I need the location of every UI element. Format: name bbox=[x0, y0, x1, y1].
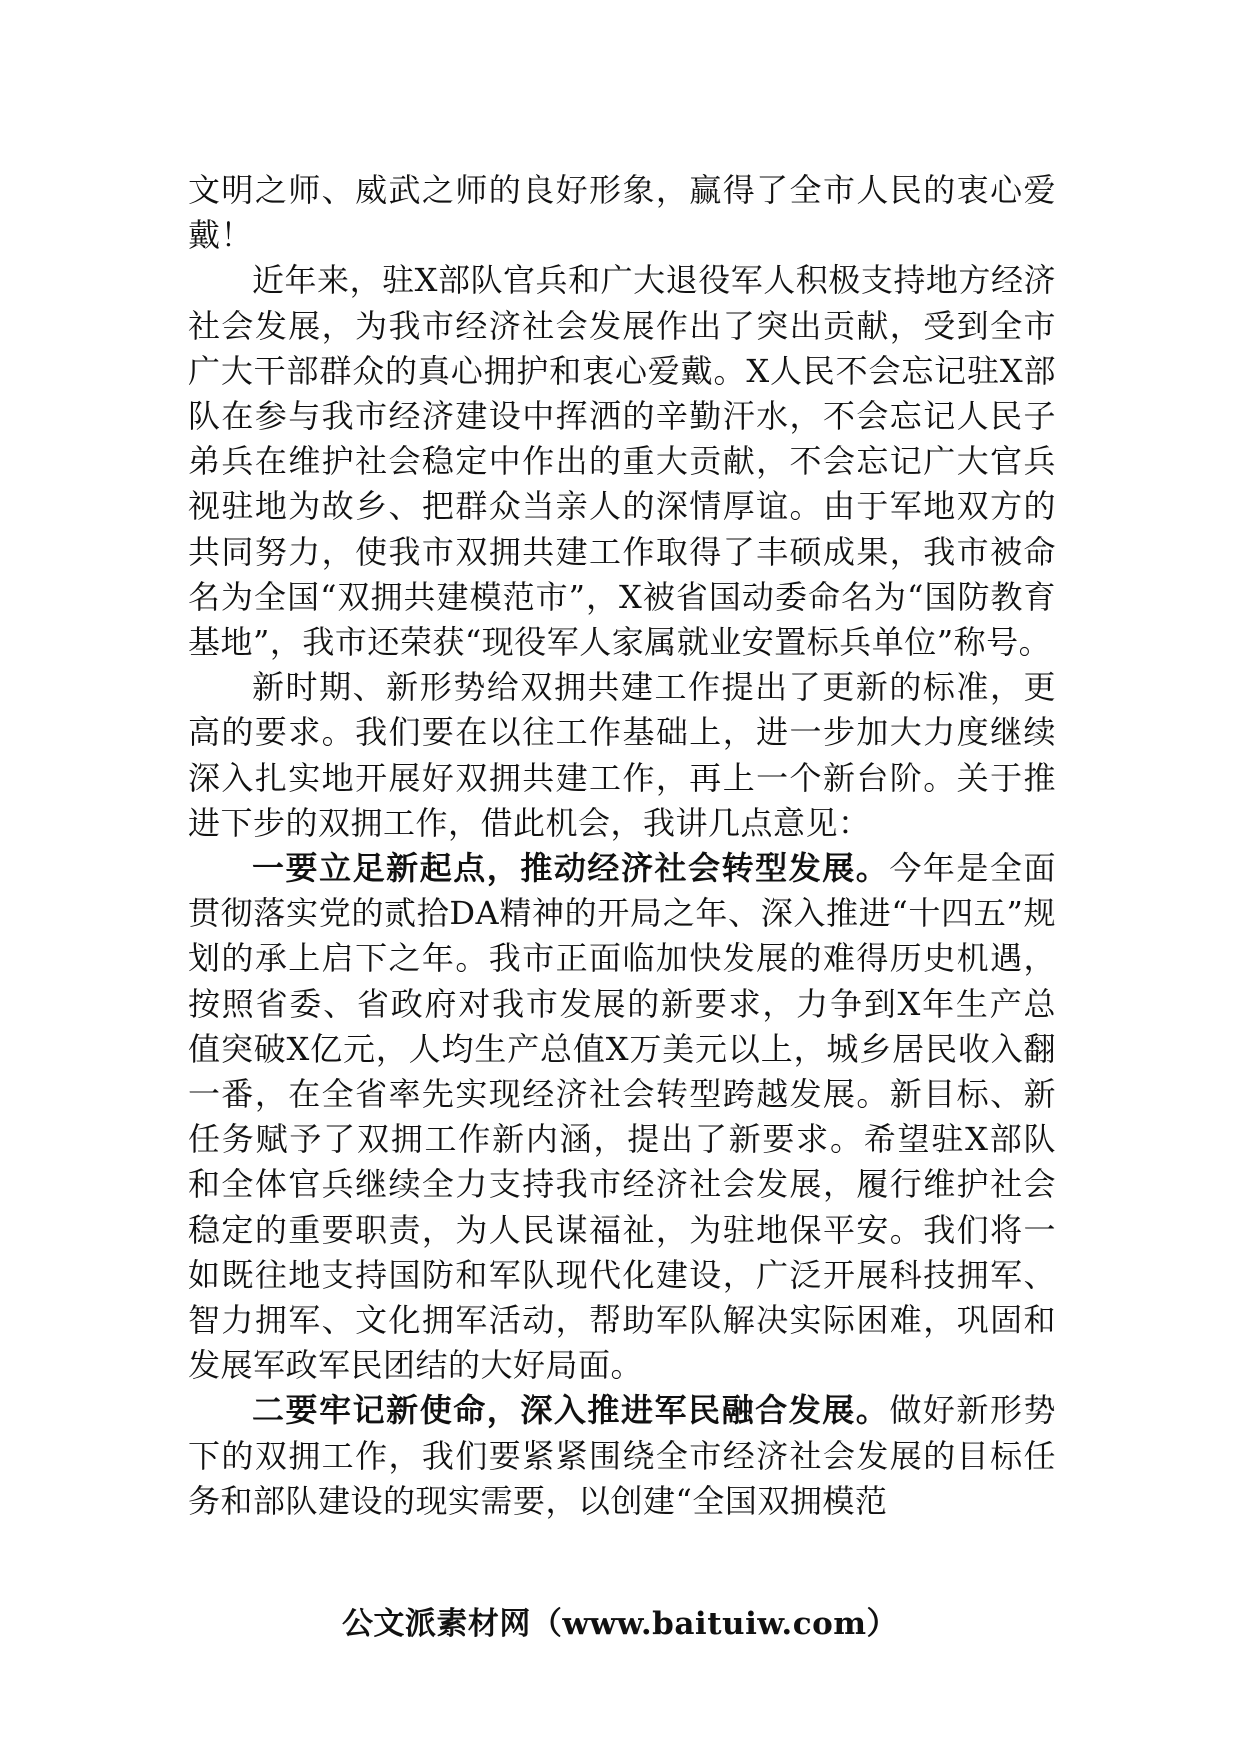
paragraph-new-requirements bbox=[188, 665, 1056, 846]
paragraph-point-two bbox=[188, 1388, 1056, 1524]
document-body bbox=[188, 168, 1056, 1524]
paragraph-text: 文明之师、威武之师的良好形象，赢得了全市人民的衷心爱戴！ bbox=[188, 171, 1056, 255]
paragraph-point-one bbox=[188, 846, 1056, 1388]
paragraph-text: 新时期、新形势给双拥共建工作提出了更新的标准，更高的要求。我们要在以往工作基础上，进一步加大力度继续深入扎实地开展好双拥共建工作，再上一个新台阶。关于推进下步的双拥工作，借此机会，我讲几点意见： bbox=[188, 668, 1056, 842]
paragraph-text: 今年是全面贯彻落实党的贰拾DA精神的开局之年、深入推进“十四五”规划的承上启下之年。我市正面临加快发展的难得历史机遇，按照省委、省政府对我市发展的新要求，力争到X年生产总值突破X亿元，人均生产总值X万美元以上，城乡居民收入翻一番，在全省率先实现经济社会转型跨越发展。新目标、新任务赋予了双拥工作新内涵，提出了新要求。希望驻X部队和全体官兵继续全力支持我市经济社会发展，履行维护社会稳定的重要职责，为人民谋福祉，为驻地保平安。我们将一如既往地支持国防和军队现代化建设，广泛开展科技拥军、智力拥军、文化拥军活动，帮助军队解决实际困难，巩固和发展军政军民团结的大好局面。 bbox=[188, 849, 1056, 1385]
paragraph-heading: 二要牢记新使命，深入推进军民融合发展。 bbox=[252, 1391, 890, 1430]
paragraph-text: 近年来，驻X部队官兵和广大退役军人积极支持地方经济社会发展，为我市经济社会发展作出了突出贡献，受到全市广大干部群众的真心拥护和衷心爱戴。X人民不会忘记驻X部队在参与我市经济建设中挥洒的辛勤汗水，不会忘记人民子弟兵在维护社会稳定中作出的重大贡献，不会忘记广大官兵视驻地为故乡、把群众当亲人的深情厚谊。由于军地双方的共同努力，使我市双拥共建工作取得了丰硕成果，我市被命名为全国“双拥共建模范市”，X被省国动委命名为“国防教育基地”，我市还荣获“现役军人家属就业安置标兵单位”称号。 bbox=[188, 261, 1056, 662]
paragraph-achievements bbox=[188, 258, 1056, 665]
paragraph-continuation bbox=[188, 168, 1056, 258]
page-footer: 公文派素材网（www.baituiw.com） bbox=[341, 1606, 899, 1642]
paragraph-text: 做好新形势下的双拥工作，我们要紧紧围绕全市经济社会发展的目标任务和部队建设的现实需要，以创建“全国双拥模范 bbox=[188, 1391, 1056, 1520]
paragraph-heading: 一要立足新起点，推动经济社会转型发展。 bbox=[252, 849, 890, 888]
